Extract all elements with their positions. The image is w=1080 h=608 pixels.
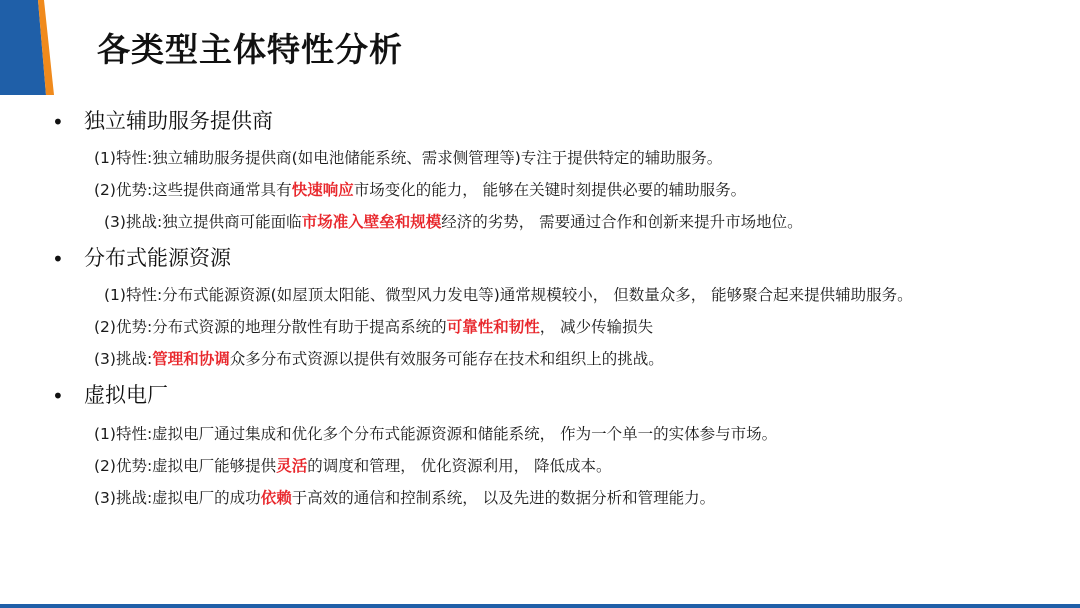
- slide-title: 各类型主体特性分析: [97, 30, 403, 69]
- bullet: •: [52, 384, 64, 408]
- text-line: (1)特性:分布式能源资源(如屋顶太阳能、微型风力发电等)通常规模较小， 但数量众多， 能够聚合起来提供辅助服务。: [104, 286, 913, 304]
- text-line: (3)挑战:管理和协调众多分布式资源以提供有效服务可能存在技术和组织上的挑战。: [94, 350, 664, 368]
- bottom-accent-bar: [0, 604, 1080, 608]
- text-line: (1)特性:独立辅助服务提供商(如电池储能系统、需求侧管理等)专注于提供特定的辅助服务。: [94, 149, 723, 167]
- text-line: (3)挑战:虚拟电厂的成功依赖于高效的通信和控制系统， 以及先进的数据分析和管理能力。: [94, 489, 716, 507]
- text-line: (3)挑战:独立提供商可能面临市场准入壁垒和规模经济的劣势， 需要通过合作和创新来提升市场地位。: [104, 213, 803, 231]
- text-line: (2)优势:虚拟电厂能够提供灵活的调度和管理， 优化资源利用， 降低成本。: [94, 457, 612, 475]
- section-heading: 独立辅助服务提供商: [84, 109, 273, 133]
- text-line: (2)优势:这些提供商通常具有快速响应市场变化的能力， 能够在关键时刻提供必要的辅助服务。: [94, 181, 747, 199]
- bullet: •: [52, 110, 64, 134]
- text-line: (1)特性:虚拟电厂通过集成和优化多个分布式能源资源和储能系统， 作为一个单一的实体参与市场。: [94, 425, 778, 443]
- corner-decoration: [0, 0, 60, 95]
- section-heading: 虚拟电厂: [84, 383, 168, 407]
- bullet: •: [52, 247, 64, 271]
- text-line: (2)优势:分布式资源的地理分散性有助于提高系统的可靠性和韧性， 减少传输损失: [94, 318, 654, 336]
- section-heading: 分布式能源资源: [84, 246, 231, 270]
